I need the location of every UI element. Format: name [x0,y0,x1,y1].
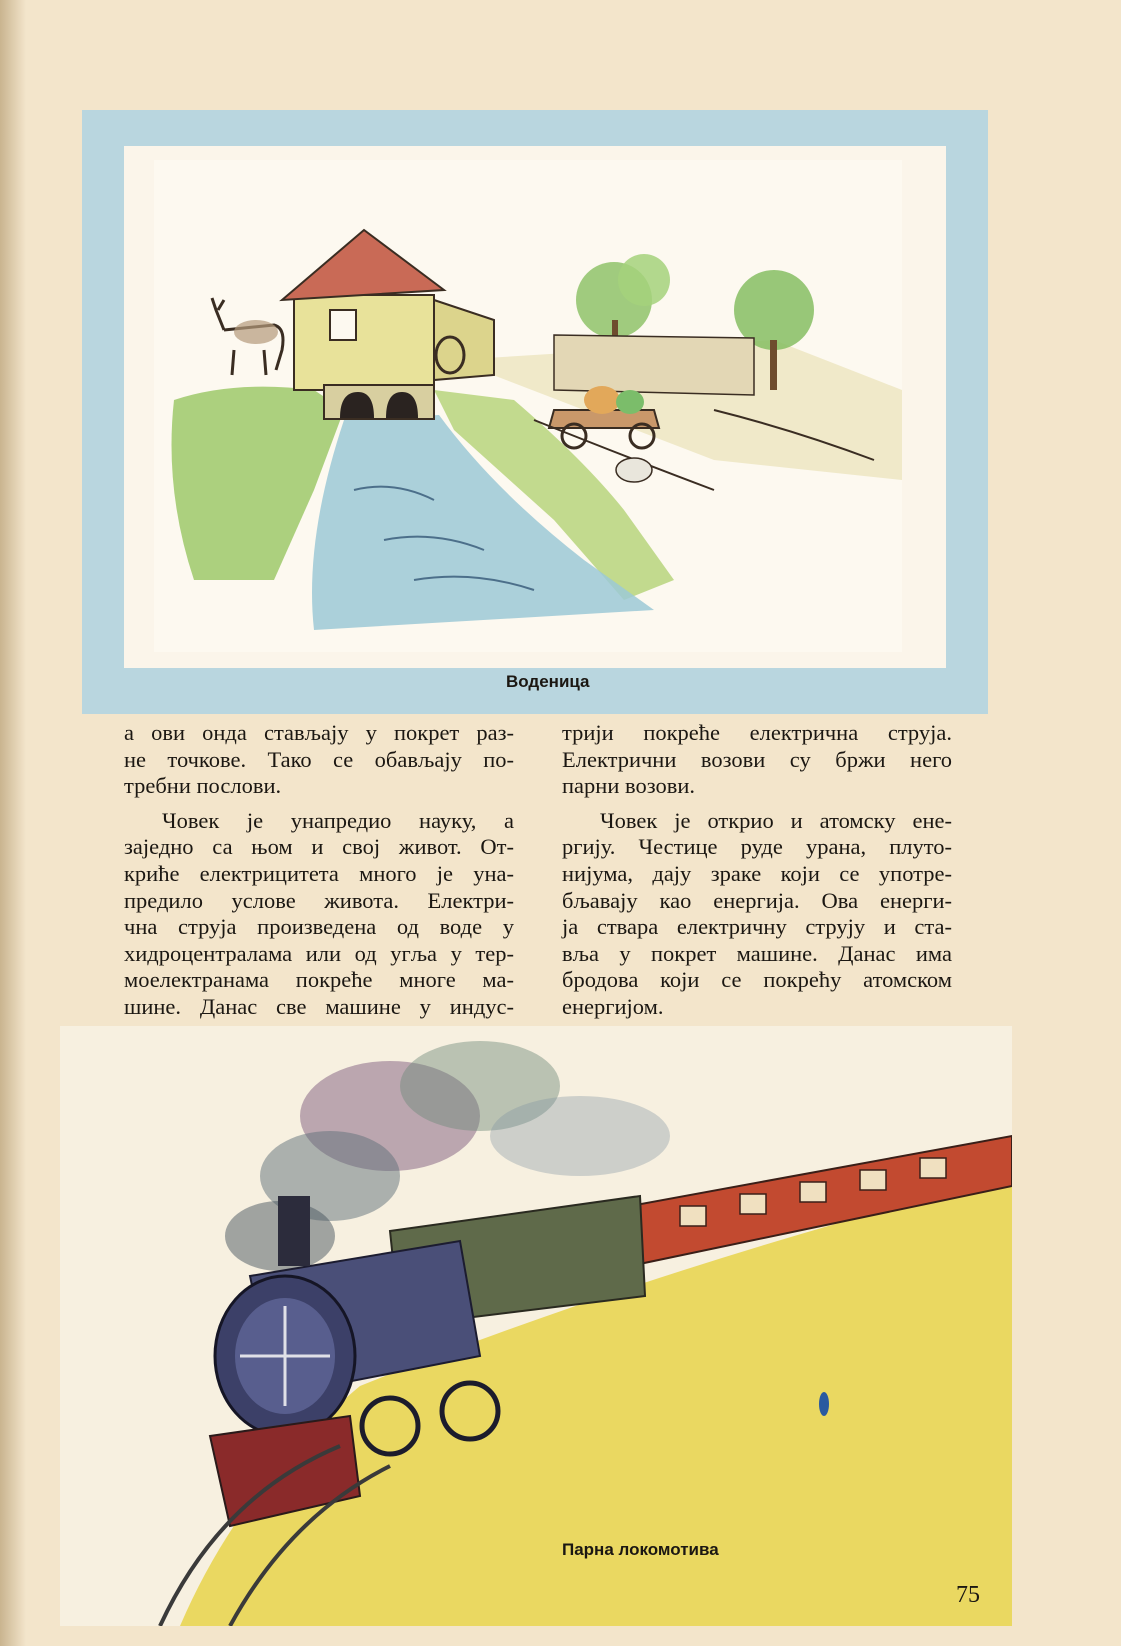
text-line: парни возови. [562,773,696,799]
text-line: Човек је открио и атомску ене- [600,807,952,833]
mill-illustration-frame [82,110,988,714]
text-line: бљавају као енергија. Ова енерги- [562,887,952,913]
paragraph [562,720,952,800]
text-line: Електрични возови су бржи него [562,746,952,772]
text-line: хидроцентралама или од угља у тер- [124,940,514,966]
text-line: шине. Данас све машине у индус- [124,993,514,1019]
text-line: моелектранама покреће многе ма- [124,967,514,993]
text-line: ја ствара електричну струју и ста- [562,914,952,940]
text-line: бродова који се покрећу атомском [562,967,952,993]
text-line: а ови онда стављају у покрет раз- [124,720,514,745]
text-line: нијума, дају зраке који се употре- [562,860,952,886]
paragraph [124,720,514,800]
page-number: 75 [956,1582,980,1608]
text-line: енергијом. [562,993,664,1019]
paragraph [124,808,514,1021]
text-line: предило услове живота. Електри- [124,887,514,913]
text-column-right [562,720,952,1021]
paragraph [562,808,952,1021]
text-line: Човек је унапредио науку, а [162,807,514,833]
page-binding-shadow [0,0,26,1646]
locomotive-caption: Парна локомотива [562,1540,719,1559]
text-line: ргију. Честице руде урана, плуто- [562,834,952,860]
steam-locomotive-illustration [60,1026,1012,1626]
mill-caption: Воденица [506,672,590,691]
text-line: не точкове. Тако се обављају по- [124,746,514,772]
text-line: чна струја произведена од воде у [124,914,514,940]
text-line: криће електрицитета много је уна- [124,860,514,886]
text-line: трији покреће електрична струја. [562,720,952,745]
text-column-left [124,720,514,1021]
text-line: вља у покрет машине. Данас има [562,940,952,966]
text-line: заједно са њом и свој живот. От- [124,834,514,860]
mill-illustration-mat [124,146,946,668]
watermill-illustration [154,160,902,652]
text-line: требни послови. [124,773,282,799]
